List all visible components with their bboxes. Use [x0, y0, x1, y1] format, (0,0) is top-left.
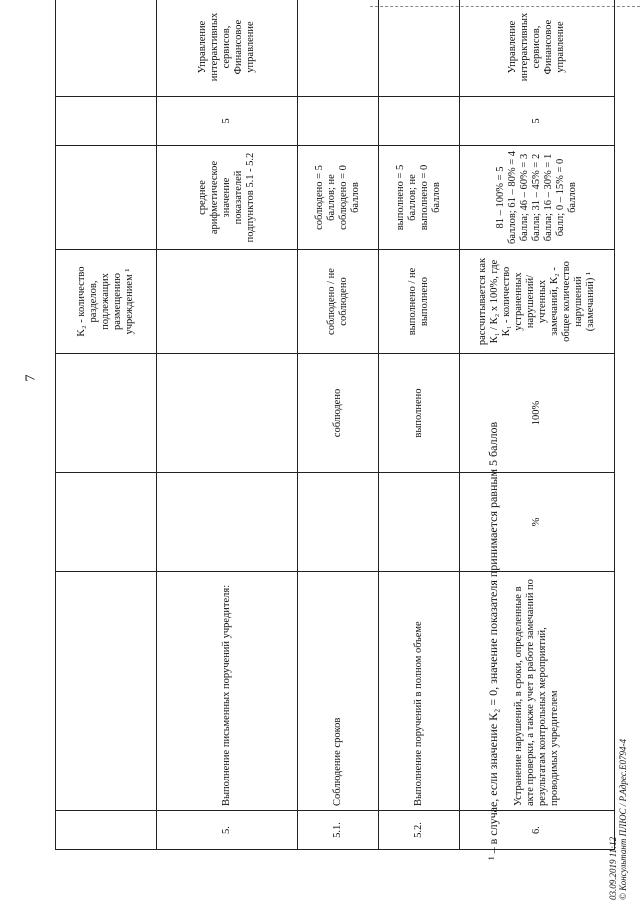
cell-num: 5.1. — [298, 811, 379, 850]
table-row — [298, 0, 379, 850]
table-row — [156, 0, 297, 850]
cell-calc — [156, 250, 297, 354]
cell-score: среднее арифметическое значение показателей подпунктов 5.1 - 5.2 — [156, 146, 297, 250]
criteria-table — [55, 0, 615, 850]
cell-unit — [156, 473, 297, 572]
table-row-continuation — [56, 0, 157, 850]
footnote: ¹ – в случае, если значение К₂ = 0, значение показателя принимается равным 5 баллов — [486, 421, 500, 860]
stamp-date: 03.09.2019 11:12 — [608, 836, 618, 900]
cell-name: Выполнение поручений в полном объеме — [379, 572, 460, 811]
cell-unit — [56, 473, 157, 572]
cell-plan: 100% — [460, 354, 615, 473]
table-row — [460, 0, 615, 850]
cell-plan — [156, 354, 297, 473]
cell-calc: выполнено / не выполнено — [379, 250, 460, 354]
cell-unit: % — [460, 473, 615, 572]
cell-num: 5.2. — [379, 811, 460, 850]
cell-max: 5 — [156, 97, 297, 146]
cell-score: 81 – 100% = 5 баллов; 61 – 80% = 4 балла; 46 – 60% = 3 балла; 31 – 45% = 2 балла; 16 – 30% = 1 балл; 0 – 15% = 0 баллов — [460, 146, 615, 250]
cell-calc: K₂ - количество разделов, подлежащих размещению учреждением ¹ — [56, 250, 157, 354]
cell-name: Устранение нарушений, в сроки, определенные в акте проверки, а также учет в работе замечаний по результатам контрольных мероприятий, проводимых учредителем — [460, 572, 615, 811]
document-stamp — [608, 739, 629, 900]
stamp-source: © Консультант ПЛЮС / Р.Адрес.E0794-4 — [618, 739, 629, 900]
cell-calc: рассчитывается как К₁ / К₂ х 100%, где К₁ - количество устраненных нарушений/ учтенных замечаний, К₂ - общее количество нарушений (замечаний) ¹ — [460, 250, 615, 354]
cell-max — [56, 97, 157, 146]
rotated-table-container — [55, 12, 615, 850]
cell-unit — [298, 473, 379, 572]
cell-name: Соблюдение сроков — [298, 572, 379, 811]
cell-num — [56, 811, 157, 850]
cell-plan: выполнено — [379, 354, 460, 473]
cell-resp: Управление интерактивных сервисов, Финансовое управление — [156, 0, 297, 97]
page-number: 7 — [23, 374, 39, 382]
cell-plan — [56, 354, 157, 473]
cell-score — [56, 146, 157, 250]
table-row — [379, 0, 460, 850]
cell-score: выполнено = 5 баллов; не выполнено = 0 баллов — [379, 146, 460, 250]
cell-max — [298, 97, 379, 146]
cell-max: 5 — [460, 97, 615, 146]
cell-num: 5. — [156, 811, 297, 850]
cell-resp — [56, 0, 157, 97]
cell-score: соблюдено = 5 баллов; не соблюдено = 0 баллов — [298, 146, 379, 250]
cell-name — [56, 572, 157, 811]
cell-num: 6. — [460, 811, 615, 850]
cell-unit — [379, 473, 460, 572]
cell-plan: соблюдено — [298, 354, 379, 473]
cell-resp: Управление интерактивных сервисов, Финансовое управление — [460, 0, 615, 97]
cell-calc: соблюдено / не соблюдено — [298, 250, 379, 354]
cell-resp — [379, 0, 460, 97]
cell-resp — [298, 0, 379, 97]
cell-max — [379, 97, 460, 146]
cell-name: Выполнение письменных поручений учредителя: — [156, 572, 297, 811]
